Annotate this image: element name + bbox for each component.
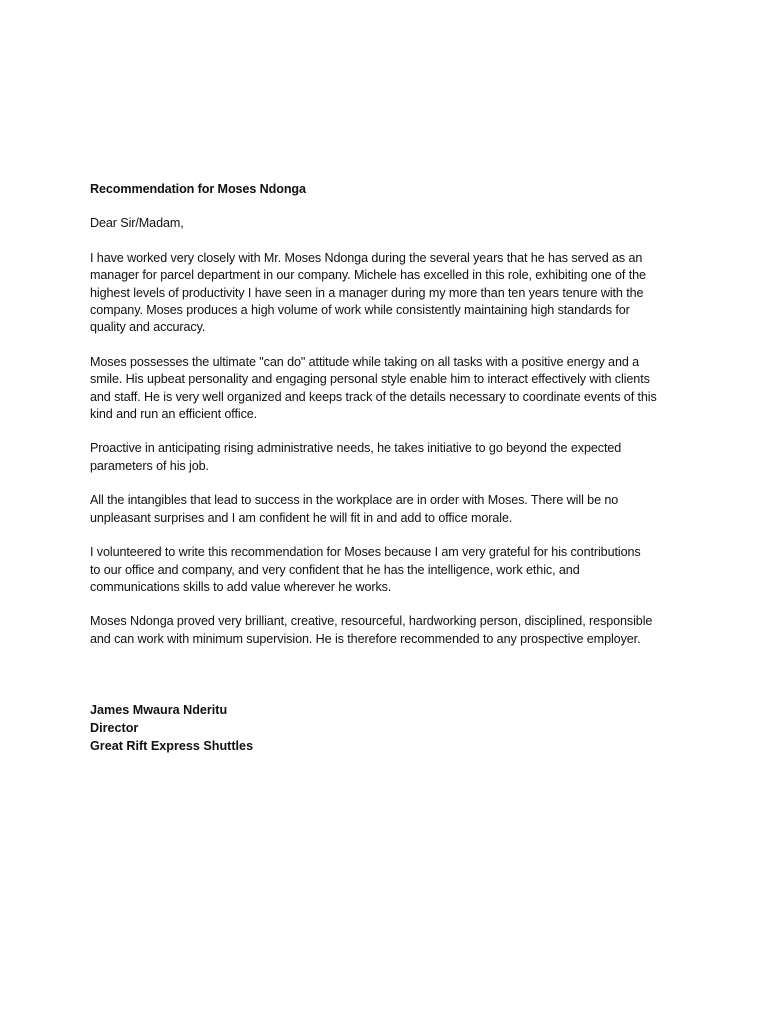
paragraph-line: Moses possesses the ultimate "can do" attitude while taking on all tasks with a positive energy and a <box>90 354 640 369</box>
salutation: Dear Sir/Madam, <box>90 216 184 231</box>
paragraph-3 <box>90 440 680 475</box>
paragraph-line: company. Moses produces a high volume of work while consistently maintaining high standards for <box>90 303 630 318</box>
paragraph-line: and staff. He is very well organized and keeps track of the details necessary to coordinate events of this <box>90 389 657 404</box>
letter-body <box>90 181 680 648</box>
signatory-name: James Mwaura Nderitu <box>90 703 228 717</box>
signature-block <box>90 701 253 756</box>
paragraph-line: communications skills to add value wherever he works. <box>90 579 392 594</box>
paragraph-line: quality and accuracy. <box>90 320 206 335</box>
paragraph-line: highest levels of productivity I have seen in a manager during my more than ten years tenure with the <box>90 285 644 300</box>
paragraph-line: and can work with minimum supervision. He is therefore recommended to any prospective employer. <box>90 631 641 646</box>
paragraph-line: I volunteered to write this recommendation for Moses because I am very grateful for his contributions <box>90 545 641 560</box>
paragraph-line: parameters of his job. <box>90 458 209 473</box>
paragraph-line: unpleasant surprises and I am confident he will fit in and add to office morale. <box>90 510 513 525</box>
paragraph-line: I have worked very closely with Mr. Moses Ndonga during the several years that he has served as an <box>90 250 643 265</box>
paragraph-line: to our office and company, and very confident that he has the intelligence, work ethic, and <box>90 562 580 577</box>
paragraph-line: manager for parcel department in our company. Michele has excelled in this role, exhibiting one of the <box>90 268 646 283</box>
paragraph-line: Proactive in anticipating rising administrative needs, he takes initiative to go beyond the expected <box>90 441 622 456</box>
paragraph-line: kind and run an efficient office. <box>90 407 258 422</box>
paragraph-2 <box>90 354 680 424</box>
signatory-role: Director <box>90 721 139 736</box>
paragraph-1 <box>90 250 680 337</box>
paragraph-line: All the intangibles that lead to success in the workplace are in order with Moses. There will be no <box>90 493 619 508</box>
letter-title: Recommendation for Moses Ndonga <box>90 182 306 196</box>
paragraph-line: Moses Ndonga proved very brilliant, creative, resourceful, hardworking person, disciplined, responsible <box>90 614 653 629</box>
paragraph-6 <box>90 613 680 648</box>
paragraph-5 <box>90 544 680 596</box>
paragraph-4 <box>90 492 680 527</box>
signatory-company: Great Rift Express Shuttles <box>90 739 254 754</box>
paragraph-line: smile. His upbeat personality and engaging personal style enable him to interact effectively with clients <box>90 372 650 387</box>
